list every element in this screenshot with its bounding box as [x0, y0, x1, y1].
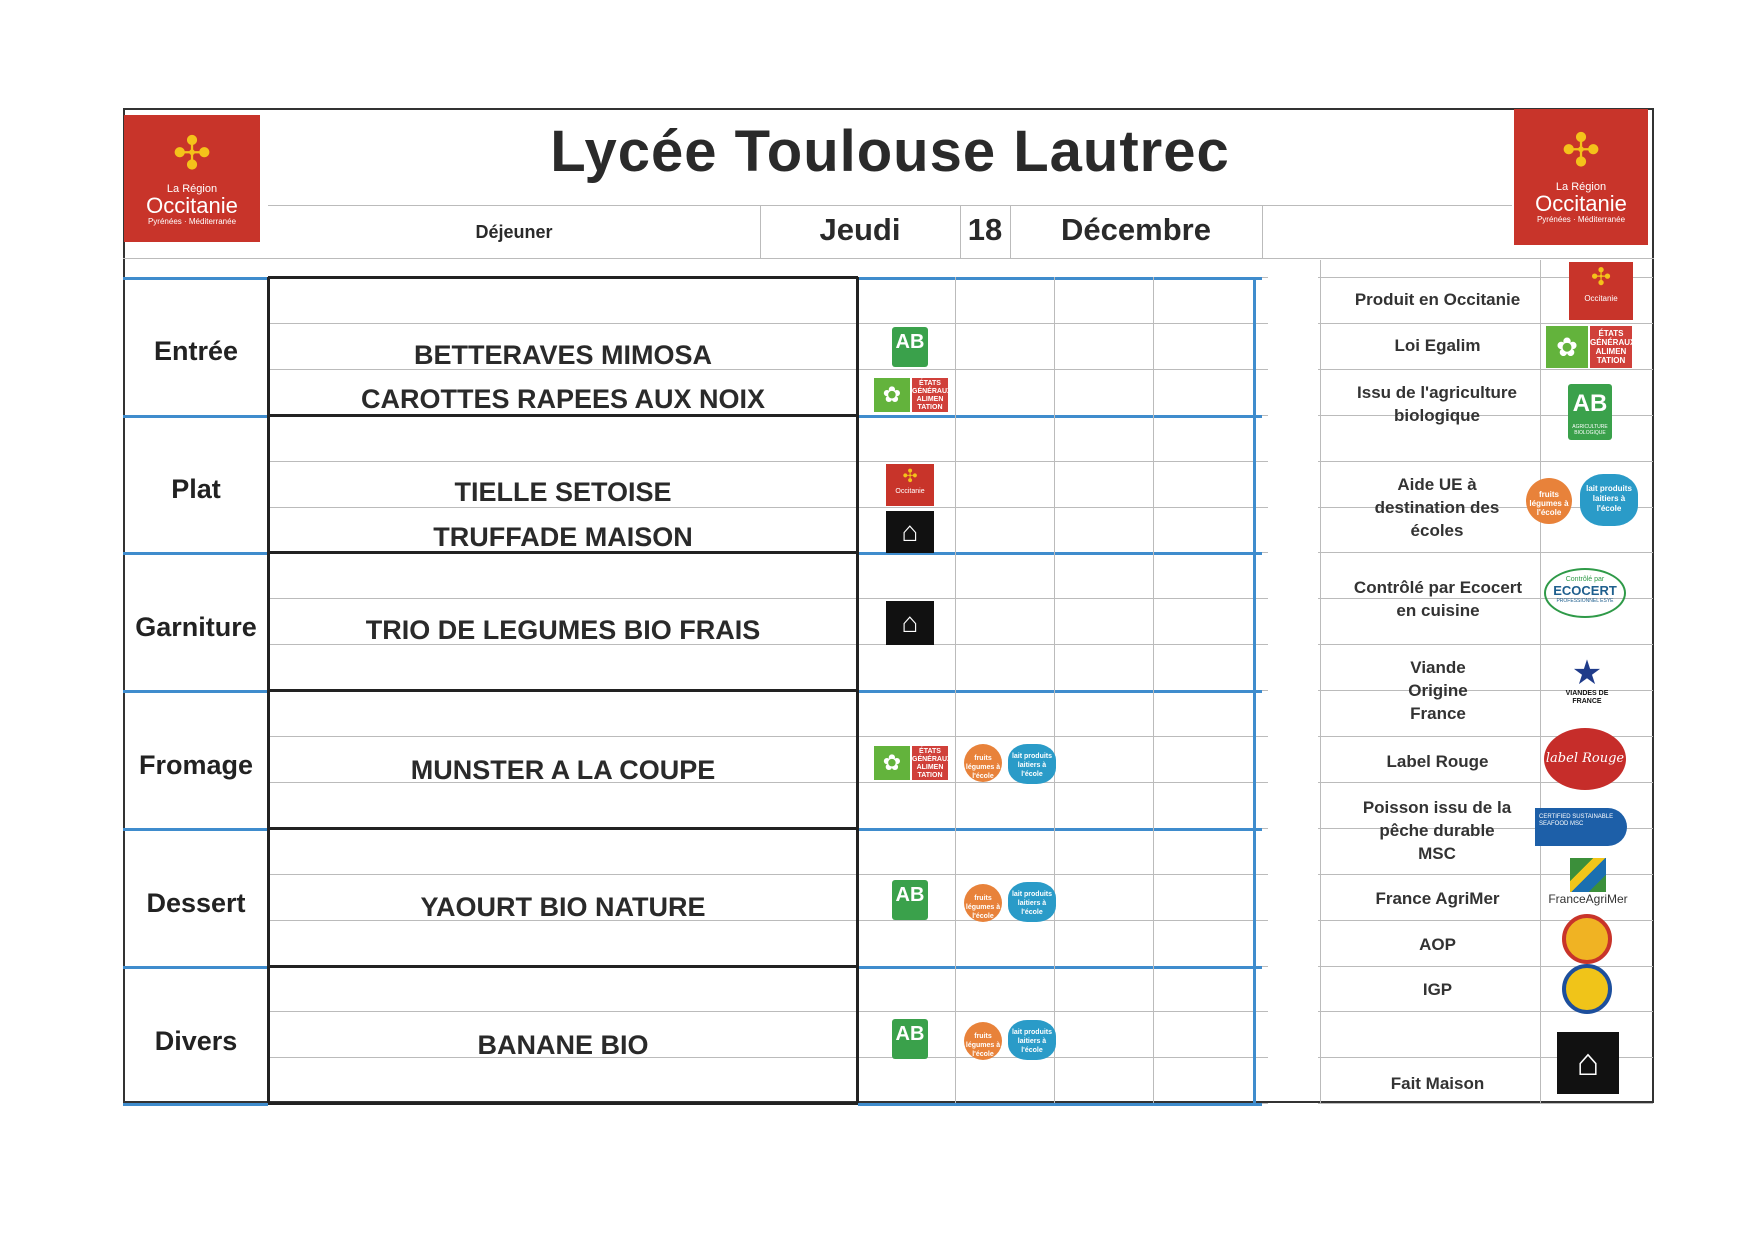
grid-line: [1318, 1103, 1653, 1104]
dish-tielle: TIELLE SETOISE: [454, 477, 672, 507]
egalim-text-icon: ÉTATS GÉNÉRAUX ALIMEN TATION: [912, 380, 952, 411]
lait-ecole-icon: lait produits laitiers à l'école: [1008, 1020, 1056, 1060]
legend-ecocert-icon: Contrôlé par ECOCERT PROFESSIONNEL ESYE: [1544, 568, 1626, 618]
fruits-ecole-icon: fruits légumes à l'école: [964, 884, 1002, 922]
grid-line: [1318, 323, 1653, 324]
dish-truffade: TRUFFADE MAISON: [433, 522, 693, 552]
occitanie-cross-icon: ✣: [1561, 124, 1601, 176]
egalim-icon: ✿: [874, 746, 910, 780]
grid-line: [858, 1103, 1262, 1106]
legend-agriculture-bio: Issu de l'agriculture biologique: [1357, 383, 1517, 425]
legend-egalim-icon: ✿: [1546, 326, 1588, 368]
category-garniture: Garniture: [135, 612, 257, 642]
egalim-text-icon: ÉTATS GÉNÉRAUX ALIMEN TATION: [912, 748, 952, 779]
ab-icon: AB: [892, 1019, 928, 1059]
grid-line: [1318, 461, 1653, 462]
grid-line: [1054, 277, 1055, 1103]
egalim-icon: ✿: [874, 378, 910, 412]
grid-line: [123, 966, 268, 969]
legend-aop: AOP: [1419, 935, 1456, 954]
grid-line: [1318, 552, 1653, 553]
grid-line: [123, 828, 268, 831]
occitanie-cross-icon: ✣: [172, 127, 212, 179]
legend-msc-icon: CERTIFIED SUSTAINABLE SEAFOOD MSC: [1535, 808, 1627, 846]
legend-viande-france-icon: ★ VIANDES DE FRANCE: [1565, 654, 1609, 705]
legend-label-rouge-icon: label Rouge: [1544, 728, 1626, 790]
legend-ecocert: Contrôlé par Ecocert en cuisine: [1353, 578, 1523, 620]
legend-aide-ue: Aide UE à destination des écoles: [1374, 475, 1500, 540]
fruits-ecole-icon: fruits légumes à l'école: [964, 744, 1002, 782]
occitanie-logo-right: ✣ La Région Occitanie Pyrénées · Méditerranée: [1514, 109, 1648, 245]
grid-line: [268, 1011, 1268, 1012]
occitanie-logo-left: ✣ La Région Occitanie Pyrénées · Méditerranée: [124, 115, 260, 242]
grid-line: [1318, 1011, 1653, 1012]
legend-egalim-text-icon: ÉTATS GÉNÉRAUX ALIMEN TATION: [1590, 326, 1632, 368]
fait-maison-icon: ⌂: [886, 601, 934, 645]
ab-icon: AB: [892, 880, 928, 920]
grid-line: [268, 689, 858, 692]
grid-line: [123, 690, 268, 693]
grid-line: [858, 966, 1262, 969]
grid-line: [268, 323, 1268, 324]
grid-line: [123, 277, 268, 280]
legend-france-agrimer: France AgriMer: [1375, 889, 1500, 908]
grid-line: [268, 276, 858, 279]
legend-produit-occitanie: Produit en Occitanie: [1354, 290, 1521, 309]
legend-ab-icon: AB AGRICULTURE BIOLOGIQUE: [1568, 384, 1612, 440]
grid-line: [123, 552, 268, 555]
ab-icon: AB: [892, 327, 928, 367]
legend-lait-ecole-icon: lait produits laitiers à l'école: [1580, 474, 1638, 526]
category-plat: Plat: [171, 474, 221, 504]
grid-line: [1540, 260, 1541, 1103]
legend-fait-maison-icon: ⌂: [1557, 1032, 1619, 1094]
dish-betteraves: BETTERAVES MIMOSA: [413, 340, 712, 370]
grid-line: [123, 415, 268, 418]
dish-yaourt: YAOURT BIO NATURE: [420, 892, 706, 922]
legend-agrimer-icon: FranceAgriMer: [1540, 858, 1636, 910]
grid-line: [268, 736, 1268, 737]
grid-line: [1318, 644, 1653, 645]
occitanie-small-icon: ✣ Occitanie: [886, 464, 934, 506]
grid-line: [858, 690, 1262, 693]
grid-line: [1153, 277, 1154, 1103]
grid-line: [1320, 260, 1321, 1103]
day-label: Jeudi: [819, 212, 901, 247]
grid-line: [955, 277, 956, 1103]
grid-line: [858, 415, 1262, 418]
grid-line: [1253, 277, 1256, 1103]
lait-ecole-icon: lait produits laitiers à l'école: [1008, 882, 1056, 922]
dish-carottes: CAROTTES RAPEES AUX NOIX: [360, 384, 766, 414]
grid-line: [858, 277, 1262, 280]
legend-loi-egalim: Loi Egalim: [1394, 336, 1481, 355]
category-divers: Divers: [154, 1026, 238, 1056]
category-dessert: Dessert: [146, 888, 246, 918]
dish-munster: MUNSTER A LA COUPE: [410, 755, 716, 785]
legend-occitanie-icon: ✣ Occitanie: [1569, 262, 1633, 320]
legend-fruits-ecole-icon: fruits légumes à l'école: [1526, 478, 1572, 524]
grid-line: [123, 1103, 268, 1106]
grid-line: [268, 965, 858, 968]
grid-line: [268, 874, 1268, 875]
fait-maison-icon: ⌂: [886, 511, 934, 553]
fruits-ecole-icon: fruits légumes à l'école: [964, 1022, 1002, 1060]
page-title: Lycée Toulouse Lautrec: [550, 119, 1230, 184]
category-entree: Entrée: [153, 336, 239, 366]
legend-aop-icon: [1562, 914, 1612, 964]
grid-line: [1318, 369, 1653, 370]
meal-label: Déjeuner: [475, 222, 553, 242]
legend-viande-france: Viande Origine France: [1408, 658, 1468, 723]
legend-msc: Poisson issu de la pêche durable MSC: [1362, 798, 1512, 863]
dish-banane: BANANE BIO: [477, 1030, 649, 1060]
legend-label-rouge: Label Rouge: [1386, 752, 1489, 771]
grid-line: [268, 827, 858, 830]
lait-ecole-icon: lait produits laitiers à l'école: [1008, 744, 1056, 784]
legend-igp-icon: [1562, 964, 1612, 1014]
legend-fait-maison: Fait Maison: [1390, 1074, 1485, 1093]
month-label: Décembre: [1061, 212, 1211, 247]
grid-line: [1318, 966, 1653, 967]
legend-igp: IGP: [1422, 980, 1453, 999]
grid-line: [858, 828, 1262, 831]
date-label: 18: [967, 212, 1003, 247]
grid-line: [268, 598, 1268, 599]
grid-line: [268, 461, 1268, 462]
category-fromage: Fromage: [138, 750, 254, 780]
dish-trio-legumes: TRIO DE LEGUMES BIO FRAIS: [365, 615, 761, 645]
grid-line: [268, 1102, 858, 1105]
